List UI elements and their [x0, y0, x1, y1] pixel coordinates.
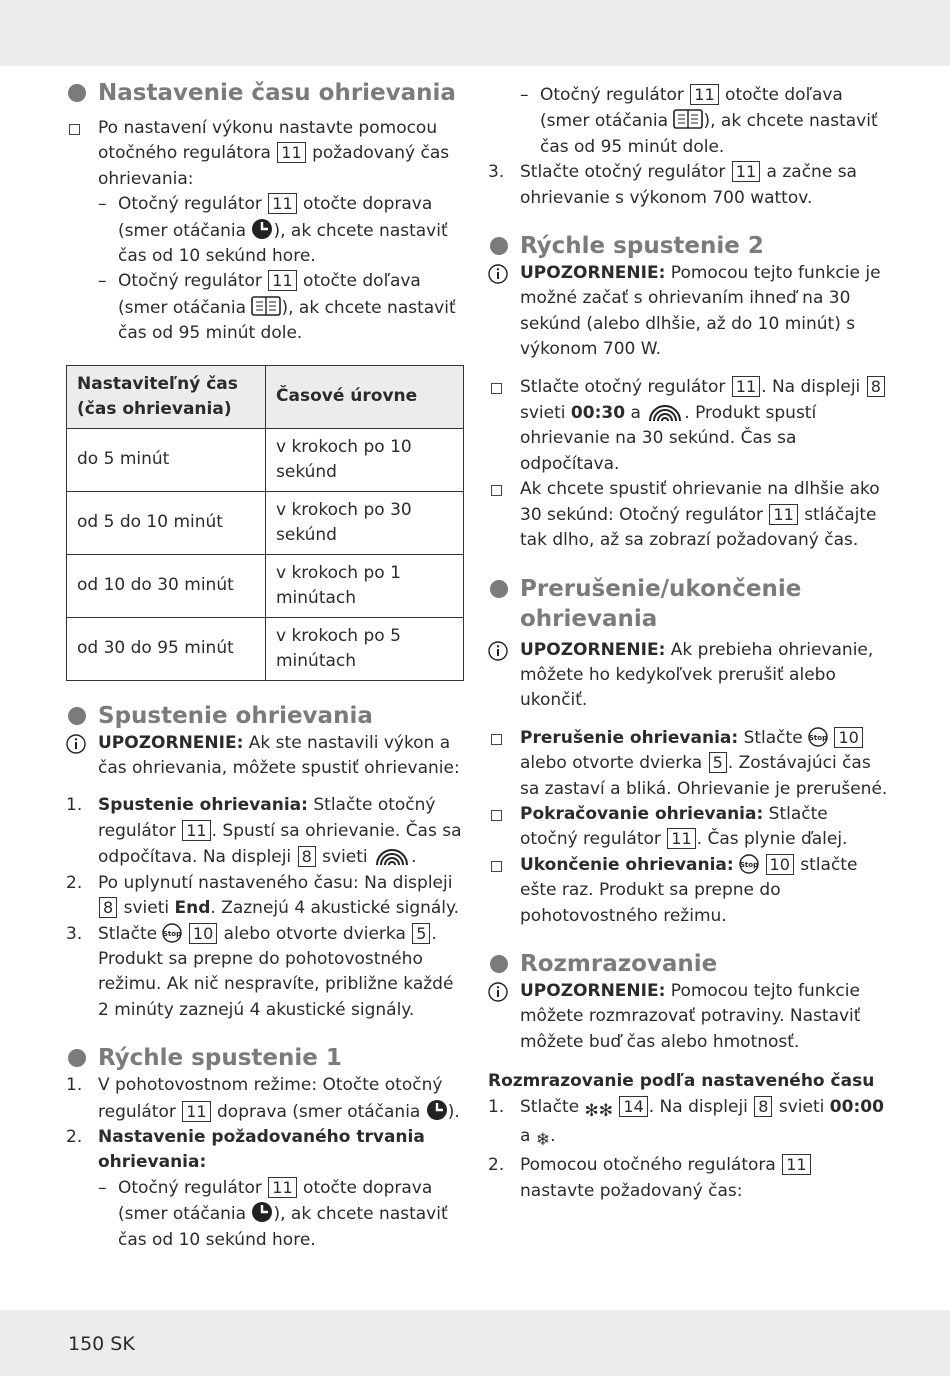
header-bar — [0, 0, 950, 66]
table-row: od 5 do 10 minút v krokoch po 30 sekúnd — [67, 491, 464, 554]
book-icon — [251, 295, 281, 317]
book-icon — [673, 108, 703, 130]
clockwise-icon — [426, 1099, 448, 1121]
clockwise-icon — [251, 1201, 273, 1223]
heading-rozmrazovanie: Rozmrazovanie — [488, 949, 888, 979]
table-row: od 10 do 30 minút v krokoch po 1 minútach — [67, 554, 464, 617]
table-header: Nastaviteľný čas (čas ohrievania) — [67, 365, 266, 428]
heading-spustenie: Spustenie ohrievania — [66, 701, 466, 731]
clockwise-icon — [251, 218, 273, 240]
list-item: 1. Stlačte ✻✻ 14 . Na displeji 8 svieti 00:00 a ❄. — [488, 1095, 888, 1154]
footer-bar — [0, 1310, 950, 1376]
substep-item: – Otočný regulátor 11 otočte doľava (smer otáčania ), ak chcete nastaviť čas od 95 minút dole. — [488, 83, 888, 160]
heading-prerusenie: Prerušenie/ukončenie ohrievania — [488, 574, 888, 634]
svg-text:Stop: Stop — [163, 929, 182, 938]
step-item: Ak chcete spustiť ohrievanie na dlhšie ako 30 sekúnd: Otočný regulátor 11 stláčajte tak dlho, až sa zobrazí požadovaný čas. — [488, 477, 888, 553]
step-item: Ukončenie ohrievania: Stop 10 stlačte ešte raz. Produkt sa prepne do pohotovostného režimu. — [488, 853, 888, 929]
info-icon — [488, 982, 508, 1002]
substep-item: – Otočný regulátor 11 otočte doľava (smer otáčania ), ak chcete nastaviť čas od 95 minút dole. — [66, 269, 466, 346]
bullet-dot-icon — [68, 1049, 86, 1067]
stop-button-icon — [162, 923, 182, 943]
info-icon — [488, 641, 508, 661]
list-item: 2. Nastavenie požadovaného trvania ohrievania: — [66, 1126, 425, 1173]
list-item: 3. Stlačte Stop 10 alebo otvorte dvierka 5 . Produkt sa prepne do pohotovostného režimu. Ak nič nespravíte, približne každé 2 minúty zaznejú 4 akustické signály. — [66, 923, 454, 1020]
info-icon — [66, 734, 86, 754]
subheading: Rozmrazovanie podľa nastaveného času — [488, 1071, 875, 1092]
step-item: Pokračovanie ohrievania: Stlačte otočný regulátor 11 . Čas plynie ďalej. — [488, 802, 888, 853]
svg-text:Stop: Stop — [808, 733, 828, 742]
defrost-icon: ❄ — [535, 1130, 551, 1150]
page-number: 150 SK — [68, 1333, 135, 1355]
right-column — [488, 83, 888, 1204]
heating-waves-icon — [373, 844, 411, 866]
table-row: od 30 do 95 minút v krokoch po 5 minútach — [67, 617, 464, 680]
bullet-dot-icon — [68, 84, 86, 102]
heading-rychle-spustenie-2: Rýchle spustenie 2 — [488, 231, 888, 261]
step-item: Stlačte otočný regulátor 11 . Na displeji 8 svieti 00:30 a . Produkt spustí ohrievanie na 30 sekúnd. Čas sa odpočítava. — [488, 375, 888, 478]
info-icon — [488, 264, 508, 284]
stop-button-icon — [739, 854, 759, 874]
table-header-row — [67, 365, 464, 428]
bullet-dot-icon — [68, 707, 86, 725]
substep-item: – Otočný regulátor 11 otočte doprava (smer otáčania ), ak chcete nastaviť čas od 10 sekúnd hore. — [66, 1176, 466, 1253]
note: UPOZORNENIE: Pomocou tejto funkcie je možné začať s ohrievaním ihneď na 30 sekúnd (alebo dlhšie, až do 10 minút) s výkonom 700 W. — [488, 261, 888, 363]
heading-rychle-spustenie-1: Rýchle spustenie 1 — [66, 1043, 466, 1073]
table-header: Časové úrovne — [266, 365, 464, 428]
note: UPOZORNENIE: Pomocou tejto funkcie môžete rozmrazovať potraviny. Nastaviť môžete buď čas alebo hmotnosť. — [488, 979, 888, 1055]
svg-text:Stop: Stop — [740, 860, 759, 869]
bullet-dot-icon — [490, 580, 508, 598]
step-item: Po nastavení výkonu nastavte pomocou otočného regulátora 11 požadovaný čas ohrievania: — [66, 116, 466, 192]
heating-waves-icon — [646, 400, 684, 422]
step-item: Prerušenie ohrievania: Stlačte Stop 10 alebo otvorte dvierka 5 . Zostávajúci čas sa zastaví a bliká. Ohrievanie je prerušené. — [488, 726, 888, 802]
bullet-dot-icon — [490, 955, 508, 973]
bullet-dot-icon — [490, 237, 508, 255]
defrost-snowflake-icon: ✻✻ — [584, 1100, 613, 1121]
list-item: 1. Spustenie ohrievania: Stlačte otočný regulátor 11 . Spustí sa ohrievanie. Čas sa odpočítava. Na displeji 8 svieti . — [66, 795, 462, 868]
note: UPOZORNENIE: Ak prebieha ohrievanie, môžete ho kedykoľvek prerušiť alebo ukončiť. — [488, 638, 888, 714]
list-item: 3. Stlačte otočný regulátor 11 a začne sa ohrievanie s výkonom 700 wattov. — [488, 162, 857, 208]
left-column — [66, 78, 466, 1253]
substep-item: – Otočný regulátor 11 otočte doprava (smer otáčania ), ak chcete nastaviť čas od 10 sekúnd hore. — [66, 192, 466, 269]
list-item: 1. V pohotovostnom režime: Otočte otočný regulátor 11 doprava (smer otáčania ). — [66, 1075, 460, 1122]
table-row: do 5 minút v krokoch po 10 sekúnd — [67, 428, 464, 491]
heading-nastavenie-casu: Nastavenie času ohrievania — [66, 78, 466, 108]
time-steps-table — [66, 365, 464, 681]
list-item: 2. Po uplynutí nastaveného času: Na displeji 8 svieti End. Zaznejú 4 akustické signály. — [66, 872, 460, 919]
stop-button-icon — [808, 727, 828, 747]
note: UPOZORNENIE: Ak ste nastavili výkon a čas ohrievania, môžete spustiť ohrievanie: — [66, 731, 466, 782]
list-item: 2. Pomocou otočného regulátora 11 nastavte požadovaný čas: — [488, 1153, 888, 1204]
